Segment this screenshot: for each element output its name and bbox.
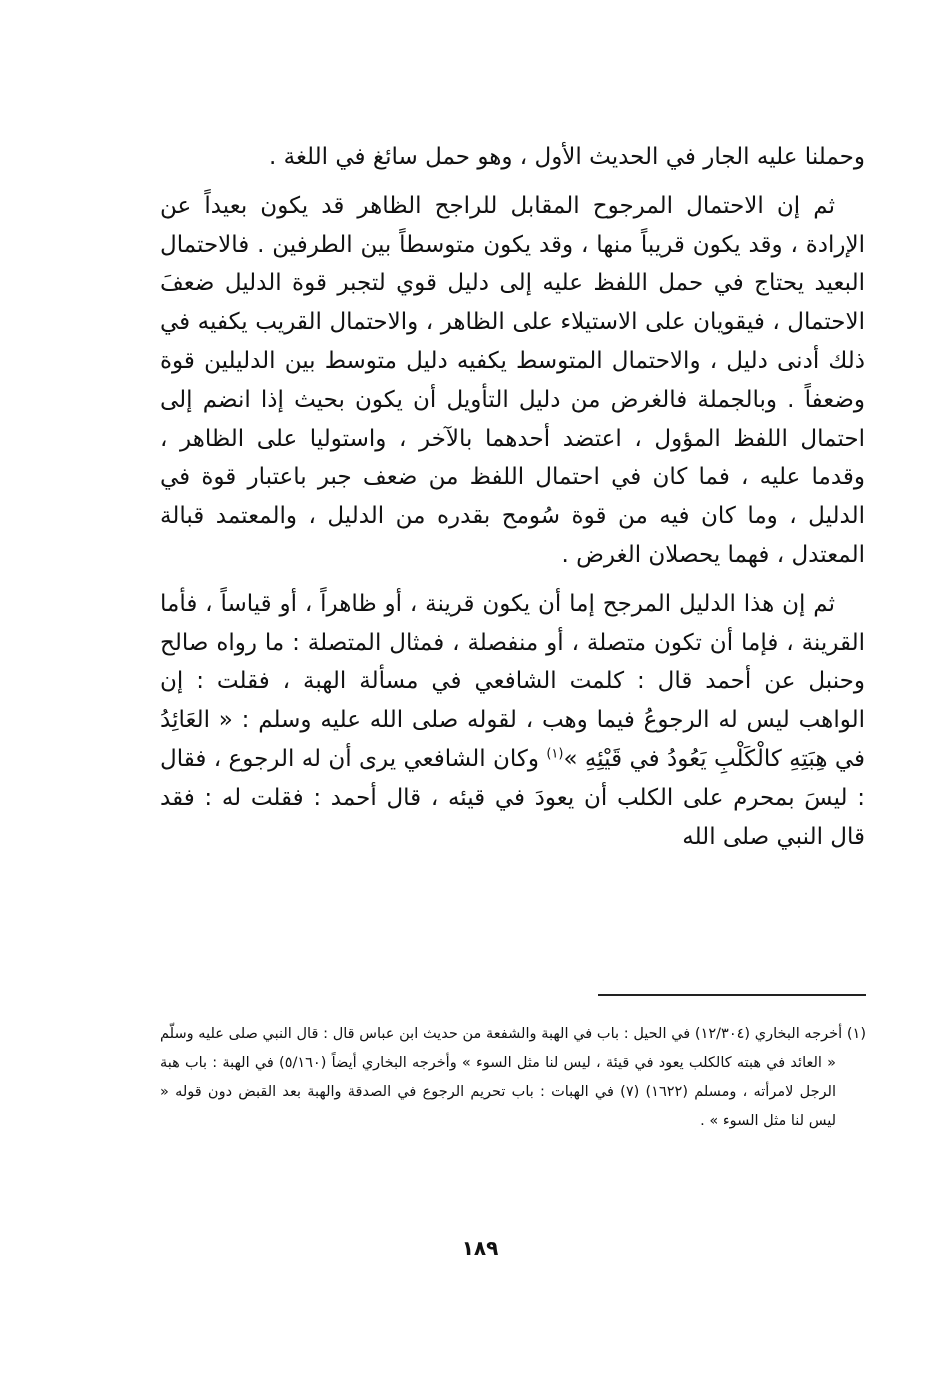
paragraph-2: ثم إن الاحتمال المرجوح المقابل للراجح الظاهر قد يكون بعيداً عن الإرادة ، وقد يكون قريباً منها ، وقد يكون متوسطاً بين الطرفين . فالاحتمال البعيد يحتاج في حمل اللفظ عليه إلى دليل قوي لتجبر قوة الدليل ضعفَ الاحتمال ، فيقويان على الاستيلاء على الظاهر ، والاحتمال القريب يكفيه في ذلك أدنى دليل ، والاحتمال المتوسط يكفيه دليل متوسط بين الدليلين قوة وضعفاً . وبالجملة فالغرض من دليل التأويل أن يكون بحيث إذا انضم إلى احتمال اللفظ المؤول ، اعتضد أحدهما بالآخر ، واستوليا على الظاهر ، وقدما عليه ، فما كان في احتمال اللفظ من ضعف جبر باعتبار قوة في الدليل ، وما كان فيه من قوة سُومح بقدره من الدليل ، والمعتمد قبالة المعتدل ، فهما يحصلان الغرض .	[160, 192, 865, 568]
footnotes	[160, 1020, 866, 1136]
page-number: ١٨٩	[461, 1236, 499, 1260]
paragraph-3	[160, 585, 865, 857]
footnote-reference: (١)	[546, 746, 564, 762]
paragraph-1: وحملنا عليه الجار في الحديث الأول ، وهو حمل سائغ في اللغة .	[269, 144, 865, 170]
paragraph-3-text: ثم إن هذا الدليل المرجح إما أن يكون قرينة ، أو ظاهراً ، أو قياساً ، فأما القرينة ، فإما أن تكون متصلة ، أو منفصلة ، فمثال المتصلة : ما رواه صالح وحنبل عن أحمد قال : كلمت الشافعي في مسألة الهبة ، فقلت : إن الواهب ليس له الرجوعُ فيما وهب ، لقوله صلى الله عليه وسلم : « العَائِدُ في هِبَتِهِ كالْكَلْبِ يَعُودُ في قَيْئِهِ »	[160, 590, 866, 772]
footnote-1: (١) أخرجه البخاري (١٢/٣٠٤) في الحيل : باب في الهبة والشفعة من حديث ابن عباس قال : قال النبي صلى عليه وسلّم « العائد في هبته كالكلب يعود في قيئة ، ليس لنا مثل السوء » وأخرجه البخاري أيضاً (٥/١٦٠) في الهبة : باب هبة الرجل لامرأته ، ومسلم (١٦٢٢) (٧) في الهبات : باب تحريم الرجوع في الصدقة والهبة بعد القبض دون قوله « ليس لنا مثل السوء » .	[160, 1026, 866, 1129]
main-text	[160, 138, 865, 856]
footnote-divider	[598, 994, 866, 996]
paragraph-3-continued: وكان الشافعي يرى أن له الرجوع ، فقال : ليسَ بمحرم على الكلب أن يعودَ في قيئه ، قال أحمد : فقلت له : فقد قال النبي صلى الله	[160, 745, 865, 850]
